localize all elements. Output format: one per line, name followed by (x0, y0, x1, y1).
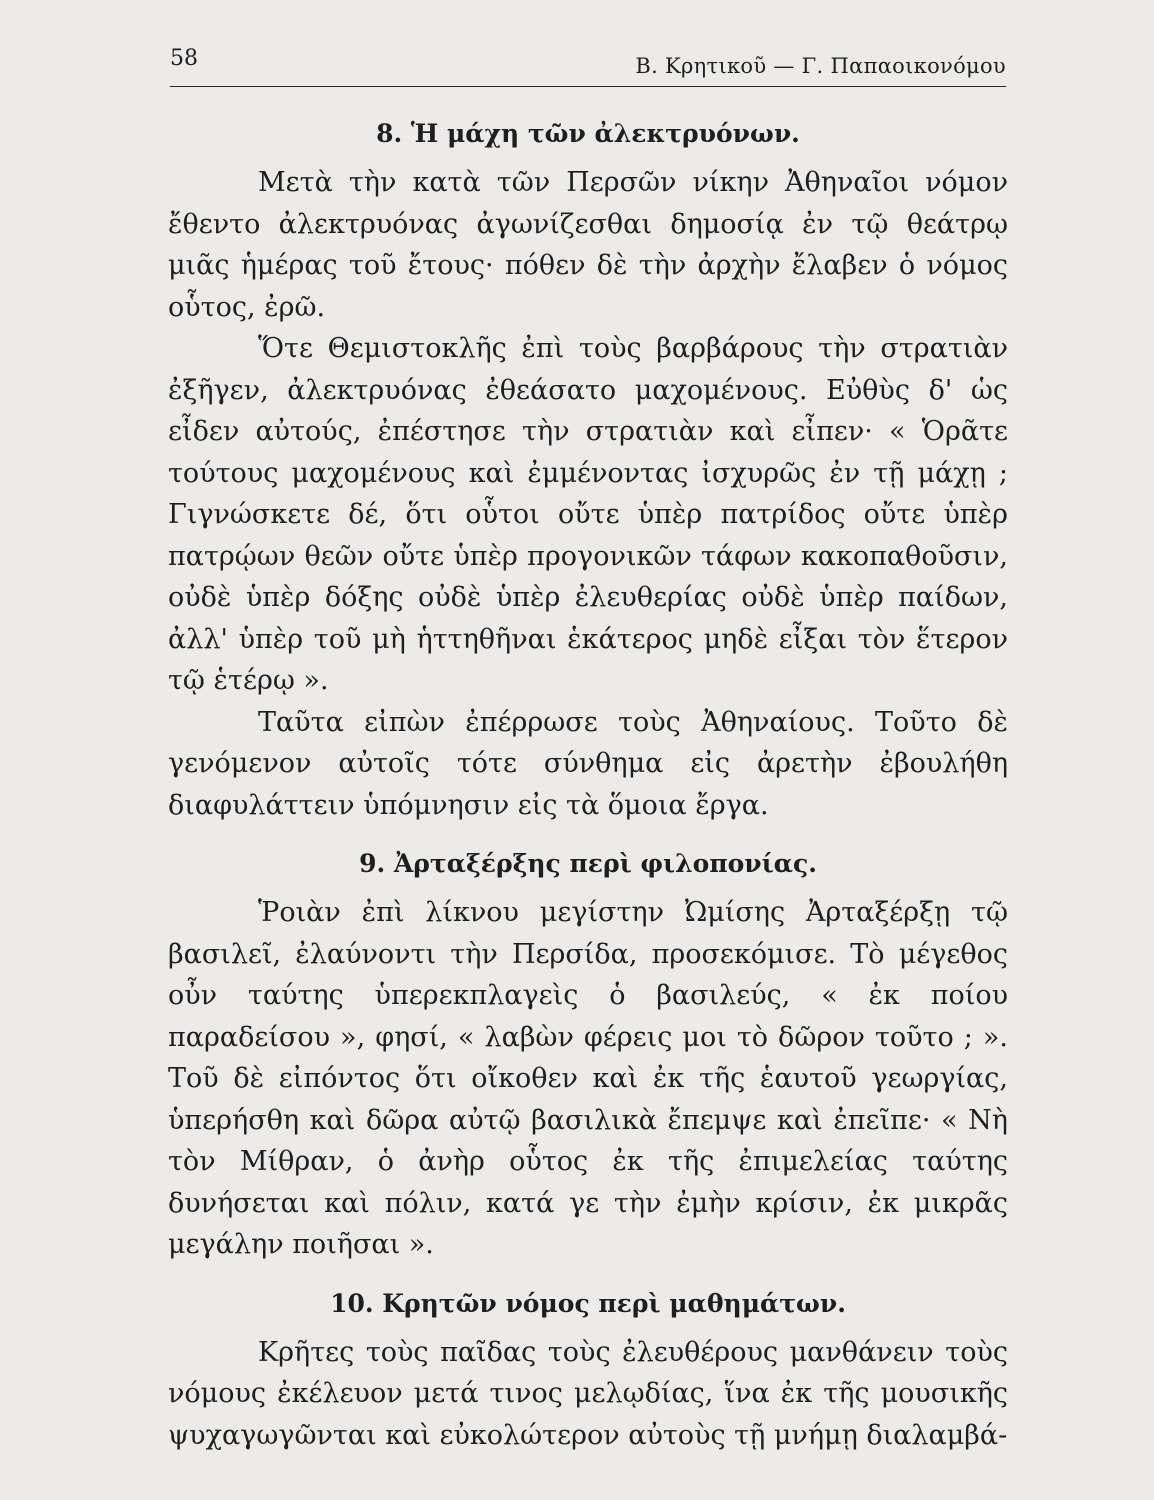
page-number: 58 (170, 46, 198, 71)
paragraph: Ταῦτα εἰπὼν ἐπέρρωσε τοὺς Ἀθηναίους. Τοῦτο δὲ γενόμενον αὐτοῖς τότε σύνθημα εἰς ἀρετὴν ἐβουλήθη διαφυλάττειν ὑπόμνησιν εἰς τὰ ὅμοια ἔργα. (168, 706, 1008, 821)
section-artaxerxes (168, 842, 1008, 1266)
section-heading: 8. Ἡ μάχη τῶν ἀλεκτρυόνων. (376, 119, 800, 148)
page-body (168, 112, 1008, 1456)
paragraph: Μετὰ τὴν κατὰ τῶν Περσῶν νίκην Ἀθηναῖοι νόμον ἔθεντο ἀλεκτρυόνας ἀγωνίζεσθαι δημοσίᾳ ἐν τῷ θεάτρῳ μιᾶς ἡμέρας τοῦ ἔτους· πόθεν δὲ τὴν ἀρχὴν ἔλαβεν ὁ νόμος οὗτος, ἐρῶ. (168, 167, 1008, 323)
paragraph: Ῥοιὰν ἐπὶ λίκνου μεγίστην Ὠμίσης Ἀρταξέρξῃ τῷ βασιλεῖ, ἐλαύνοντι τὴν Περσίδα, προσεκόμισε. Τὸ μέγεθος οὖν ταύτης ὑπερεκπλαγεὶς ὁ βασιλεύς, « ἐκ ποίου παραδείσου », φησί, « λαβὼν φέρεις μοι τὸ δῶρον τοῦτο ; ». Τοῦ δὲ εἰπόντος ὅτι οἴκοθεν καὶ ἐκ τῆς ἑαυτοῦ γεωργίας, ὑπερήσθη καὶ δῶρα αὐτῷ βασιλικὰ ἔπεμψε καὶ ἐπεῖπε· « Νὴ τὸν Μίθραν, ὁ ἀνὴρ οὗτος ἐκ τῆς ἐπιμελείας ταύτης δυνήσεται καὶ πόλιν, κατά γε τὴν ἐμὴν κρίσιν, ἐκ μικρᾶς μεγάλην ποιῆσαι ». (168, 897, 1008, 1260)
page-header (170, 46, 1006, 82)
paragraph: Κρῆτες τοὺς παῖδας τοὺς ἐλευθέρους μανθάνειν τοὺς νόμους ἐκέλευον μετά τινος μελῳδίας, ἵνα ἐκ τῆς μουσικῆς ψυχαγωγῶνται καὶ εὐκολώτερον αὐτοὺς τῇ μνήμῃ διαλαμβά- (168, 1336, 1008, 1451)
running-head: Β. Κρητικοῦ — Γ. Παπαοικονόμου (635, 54, 1006, 78)
section-heading: 9. Ἀρταξέρξης περὶ φιλοπονίας. (359, 849, 817, 878)
paragraph: Ὅτε Θεμιστοκλῆς ἐπὶ τοὺς βαρβάρους τὴν στρατιὰν ἐξῆγεν, ἀλεκτρυόνας ἐθεάσατο μαχομένους. Εὐθὺς δ' ὡς εἶδεν αὐτούς, ἐπέστησε τὴν στρατιὰν καὶ εἶπεν· « Ὁρᾶτε τούτους μαχομένους καὶ ἐμμένοντας ἰσχυρῶς ἐν τῇ μάχῃ ; Γιγνώσκετε δέ, ὅτι οὗτοι οὔτε ὑπὲρ πατρίδος οὔτε ὑπὲρ πατρῴων θεῶν οὔτε ὑπὲρ προγονικῶν τάφων κακοπαθοῦσιν, οὐδὲ ὑπὲρ δόξης οὐδὲ ὑπὲρ ἐλευθερίας οὐδὲ ὑπὲρ παίδων, ἀλλ' ὑπὲρ τοῦ μὴ ἡττηθῆναι ἑκάτερος μηδὲ εἶξαι τὸν ἕτερον τῷ ἑτέρῳ ». (168, 333, 1008, 696)
section-cockfight (168, 112, 1008, 826)
header-rule (170, 86, 1006, 87)
section-heading: 10. Κρητῶν νόμος περὶ μαθημάτων. (330, 1288, 846, 1318)
section-cretan-law (168, 1282, 1008, 1457)
